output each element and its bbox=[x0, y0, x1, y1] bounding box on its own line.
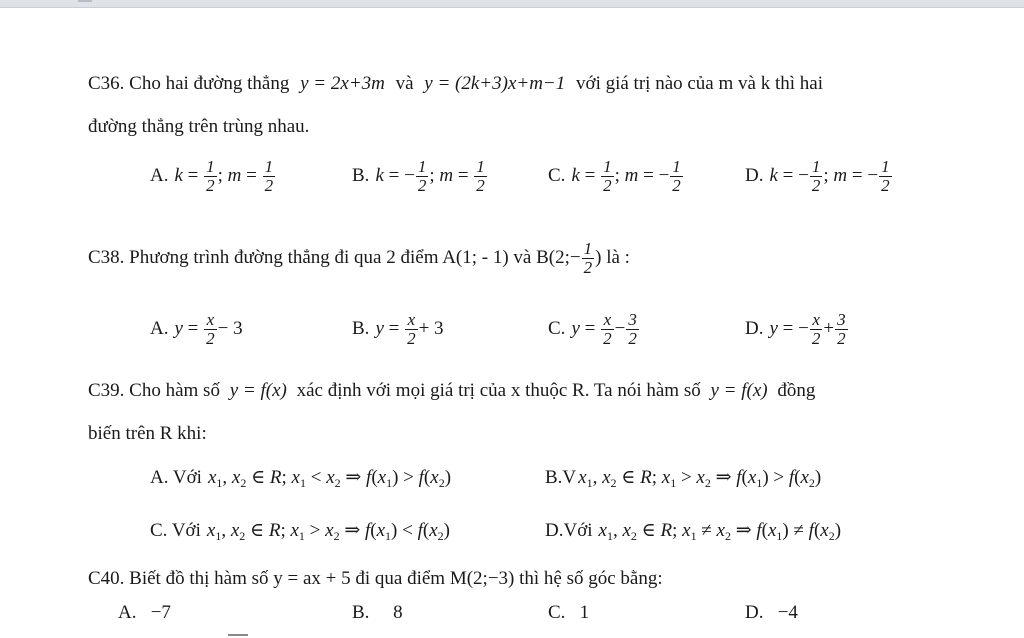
c36-line-2 bbox=[88, 115, 309, 139]
fraction: $\frac{1}{2}$ bbox=[476, 157, 485, 195]
option-text: D. −4 bbox=[745, 602, 798, 623]
c36-and: và bbox=[395, 73, 414, 94]
c36-stem-suffix: với giá trị nào của m và k thì hai bbox=[576, 73, 823, 94]
option-label: B. bbox=[352, 164, 370, 186]
c38-option-c[interactable]: C. y = $\frac{x}{2}$ − $\frac{3}{2}$ bbox=[548, 310, 637, 348]
c40-option-b[interactable] bbox=[352, 602, 403, 624]
c39-stem-suffix: đồng bbox=[777, 380, 816, 401]
c39-line-1 bbox=[88, 379, 815, 403]
c38-point-a: A(1; - 1) bbox=[442, 246, 509, 268]
option-text: B. 8 bbox=[352, 602, 403, 623]
top-bar-marker bbox=[78, 0, 92, 2]
c39-stem-mid: xác định với mọi giá trị của x thuộc R. Ta nói hàm số bbox=[296, 380, 701, 401]
fraction: $\frac{x}{2}$ bbox=[603, 310, 612, 348]
c38-and: và bbox=[513, 246, 532, 268]
c38-point-b-close: ) bbox=[595, 246, 602, 268]
c38-option-a[interactable]: A. y = $\frac{x}{2}$ − 3 bbox=[150, 310, 243, 348]
option-text: A. −7 bbox=[118, 602, 171, 623]
option-label: B.V bbox=[545, 467, 577, 488]
option-label: D.Với bbox=[545, 520, 593, 541]
option-label: D. bbox=[745, 164, 764, 186]
c36-equation-1: y = 2x+3m bbox=[300, 73, 385, 94]
fraction: $\frac{1}{2}$ bbox=[417, 157, 427, 195]
c36-line-1 bbox=[88, 72, 823, 96]
c38-option-b[interactable]: B. y = $\frac{x}{2}$ + 3 bbox=[352, 310, 444, 348]
c39-stem-line-2: biến trên R khi: bbox=[88, 423, 207, 444]
c38-point-b: B(2; bbox=[536, 246, 570, 268]
fraction: $\frac{3}{2}$ bbox=[628, 310, 637, 348]
option-label: D. bbox=[745, 317, 764, 339]
c39-option-d[interactable]: D.Với $x_1$, $x_2$ ∈ R; $x_1 \ne x_2$ ⇒ $f(x_1) \ne f(x_2)$ bbox=[545, 520, 842, 543]
c40-option-d[interactable] bbox=[745, 602, 798, 624]
c36-stem-line-2: đường thẳng trên trùng nhau. bbox=[88, 116, 310, 137]
c39-line-2 bbox=[88, 422, 207, 446]
c39-function: y = f(x) bbox=[229, 380, 287, 401]
c39-option-a[interactable]: A. Với $x_1$, $x_2$ ∈ R; $x_1 < x_2$ ⇒ $f(x_1) > f(x_2)$ bbox=[150, 467, 452, 490]
c39-stem: C39. Cho hàm số bbox=[88, 380, 220, 401]
c40-line bbox=[88, 567, 663, 591]
fraction: $\frac{x}{2}$ bbox=[811, 310, 821, 348]
option-label: A. Với bbox=[150, 467, 202, 488]
c36-stem: C36. Cho hai đường thẳng bbox=[88, 73, 290, 94]
fraction: $\frac{x}{2}$ bbox=[407, 310, 416, 348]
fraction: $\frac{x}{2}$ bbox=[206, 310, 215, 348]
option-label: A. bbox=[150, 164, 169, 186]
fraction: $\frac{1}{2}$ bbox=[264, 157, 274, 195]
c39-function-2: y = f(x) bbox=[710, 380, 768, 401]
fraction: $\frac{1}{2}$ bbox=[811, 157, 821, 195]
c36-option-a[interactable]: A. k = $\frac{1}{2}$ ; m = $\frac{1}{2}$ bbox=[150, 157, 274, 195]
c39-option-b[interactable]: B.V $x_1$, $x_2$ ∈ R; $x_1 > x_2$ ⇒ $f(x_1) > f(x_2)$ bbox=[545, 467, 822, 490]
c39-option-c[interactable]: C. Với $x_1$, $x_2$ ∈ R; $x_1 > x_2$ ⇒ $f(x_1) < f(x_2)$ bbox=[150, 520, 450, 543]
c36-option-c[interactable]: C. k = $\frac{1}{2}$ ; m = − $\frac{1}{2}$ bbox=[548, 157, 681, 195]
fraction: $\frac{1}{2}$ bbox=[603, 157, 612, 195]
fraction: $\frac{3}{2}$ bbox=[837, 310, 846, 348]
c40-option-a[interactable] bbox=[118, 602, 171, 624]
c40-option-c[interactable] bbox=[548, 602, 589, 624]
fraction: $\frac{1}{2}$ bbox=[206, 157, 215, 195]
c38-stem-suffix: là : bbox=[606, 246, 630, 268]
option-label: B. bbox=[352, 317, 370, 339]
c36-equation-2: y = (2k+3)x+m−1 bbox=[424, 73, 566, 94]
fraction: $\frac{1}{2}$ bbox=[583, 239, 593, 277]
option-label: C. Với bbox=[150, 520, 201, 541]
fraction: $\frac{1}{2}$ bbox=[672, 157, 681, 195]
c40-stem: C40. Biết đồ thị hàm số y = ax + 5 đi qua điểm M(2;−3) thì hệ số góc bằng: bbox=[88, 568, 663, 589]
c36-option-b[interactable]: B. k = − $\frac{1}{2}$ ; m = $\frac{1}{2}$ bbox=[352, 157, 485, 195]
viewer-top-bar bbox=[0, 0, 1024, 8]
document-page bbox=[0, 8, 1024, 638]
option-label: A. bbox=[150, 317, 169, 339]
option-label: C. bbox=[548, 317, 566, 339]
c38-option-d[interactable]: D. y = − $\frac{x}{2}$ + $\frac{3}{2}$ bbox=[745, 310, 846, 348]
page-edge-mark bbox=[228, 634, 248, 636]
c38-line: C38. Phương trình đường thẳng đi qua 2 điểm A(1; - 1) và B(2;− $\frac{1}{2}$ ) là : bbox=[88, 239, 630, 277]
option-label: C. bbox=[548, 164, 566, 186]
c38-stem: C38. Phương trình đường thẳng đi qua 2 điểm bbox=[88, 246, 439, 268]
c36-option-d[interactable]: D. k = − $\frac{1}{2}$ ; m = − $\frac{1}{2}$ bbox=[745, 157, 890, 195]
fraction: $\frac{1}{2}$ bbox=[881, 157, 890, 195]
option-text: C. 1 bbox=[548, 602, 590, 623]
